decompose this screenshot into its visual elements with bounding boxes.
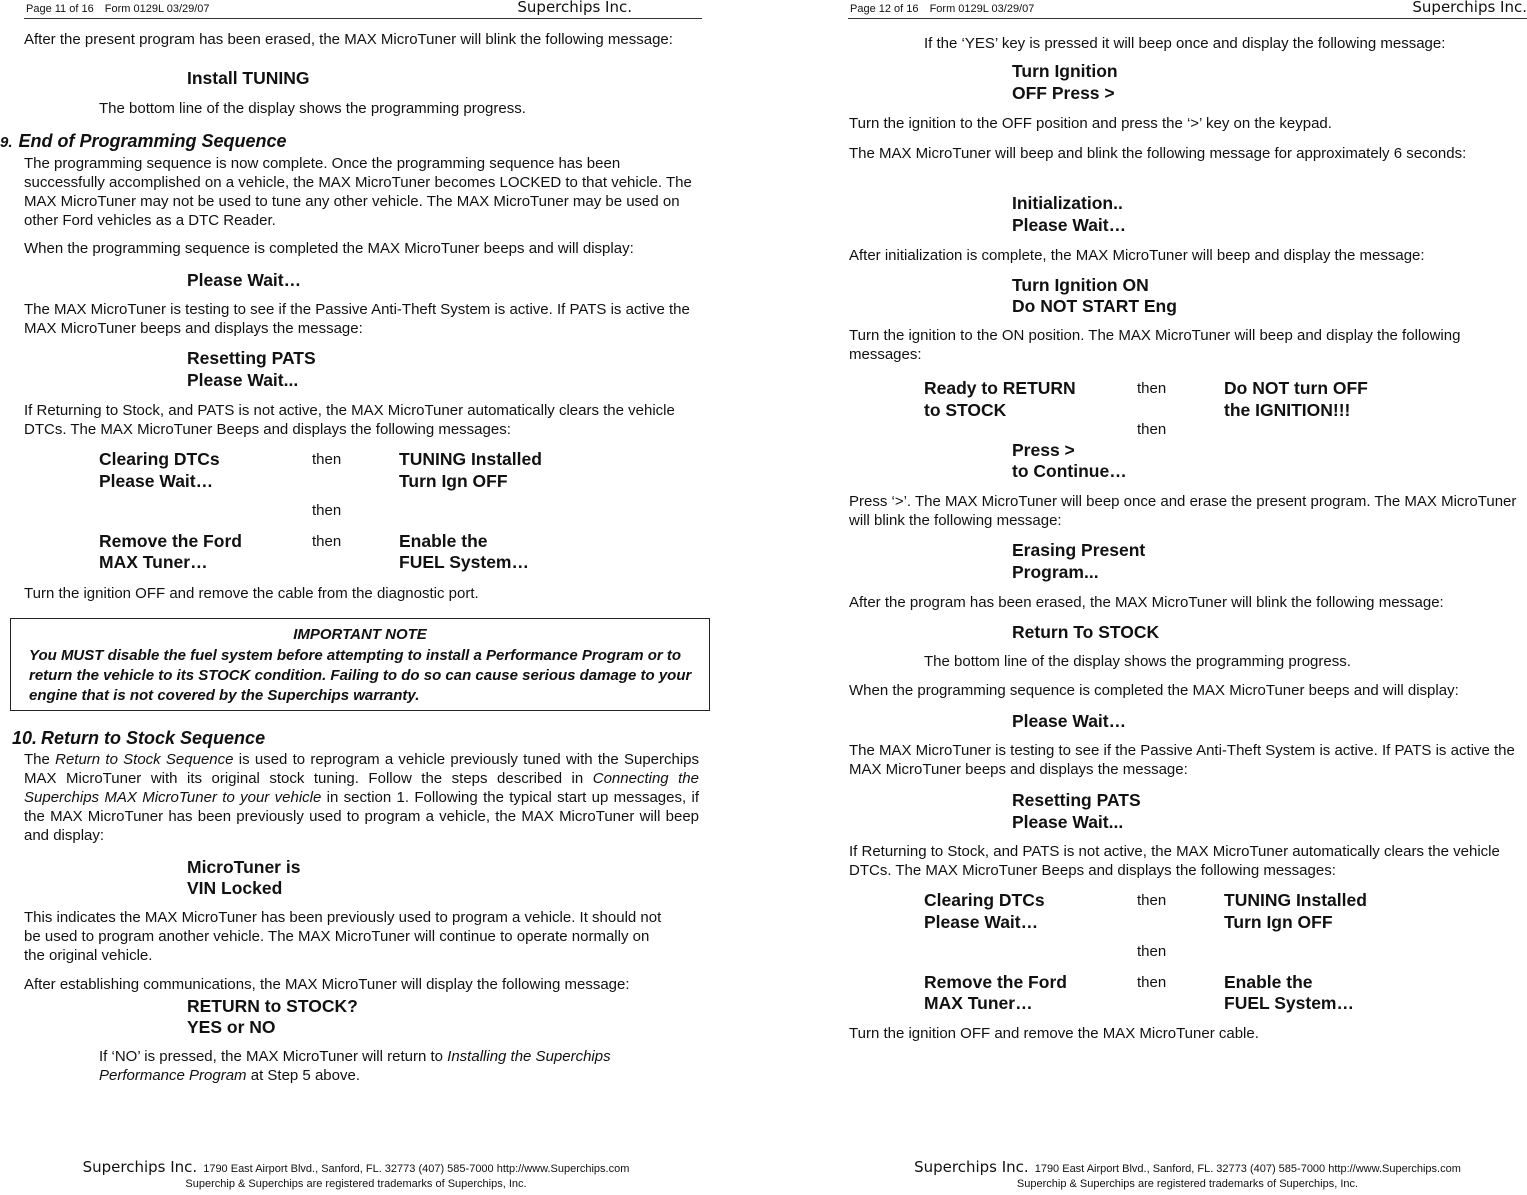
display-message: TUNING Installed [1224,890,1367,910]
display-message: Clearing DTCs [99,449,220,469]
paragraph: The bottom line of the display shows the programming progress. [99,100,526,117]
display-message: Please Wait… [1012,215,1127,235]
section-title: Return to Stock Sequence [41,728,266,748]
page-12 [848,0,1527,1195]
display-message: Remove the Ford [924,972,1067,992]
display-message: OFF Press > [1012,83,1115,103]
display-message: to Continue… [1012,461,1127,481]
then-label: then [1137,943,1167,960]
text-run: is used to reprogram a vehicle previously tuned with the Superchips MAX MicroTuner with its original stock tuning. Follow the steps described in [24,751,700,787]
then-label: then [1137,974,1167,991]
display-message: Ready to RETURN [924,378,1076,398]
paragraph: Press ‘>’. The MAX MicroTuner will beep once and erase the present program. The MAX MicroTuner will blink the following message: [849,493,1517,529]
paragraph: If Returning to Stock, and PATS is not active, the MAX MicroTuner automatically clears the vehicle DTCs. The MAX MicroTuner Beeps and displays the following messages: [849,843,1500,879]
footer-brand: Superchips Inc. [914,1158,1029,1176]
paragraph: When the programming sequence is completed the MAX MicroTuner beeps and will display: [849,682,1459,699]
form-number: Form 0129L 03/29/07 [929,3,1035,15]
section-number: 9. [0,134,13,151]
page-header [848,0,1527,19]
page-number: Page 11 of 16 [26,3,94,15]
section-number: 10. [12,728,38,748]
then-label: then [1137,892,1167,909]
page-number: Page 12 of 16 [850,3,919,15]
display-message: Program... [1012,562,1099,582]
paragraph: Turn the ignition to the OFF position and press the ‘>’ key on the keypad. [849,115,1332,132]
display-message: FUEL System… [1224,993,1354,1013]
page-11 [0,0,712,1195]
then-label: then [1137,421,1167,438]
display-message: the IGNITION!!! [1224,400,1351,420]
display-message: Resetting PATS [187,348,316,368]
text-run-italic: Connecting the Superchips MAX MicroTuner to your vehicle [24,770,699,806]
display-message: Please Wait… [1012,711,1127,731]
display-message: Erasing Present [1012,540,1146,560]
display-message: Please Wait… [924,912,1039,932]
display-message: Resetting PATS [1012,790,1141,810]
paragraph: This indicates the MAX MicroTuner has been previously used to program a vehicle. It should not be used to program another vehicle. The MAX MicroTuner will continue to operate normally on the original vehicle. [24,909,662,964]
text-run-italic: Return to Stock Sequence [55,751,234,768]
display-message: Do NOT turn OFF [1224,378,1368,398]
paragraph: If Returning to Stock, and PATS is not active, the MAX MicroTuner automatically clears the vehicle DTCs. The MAX MicroTuner Beeps and displays the following messages: [24,402,675,438]
display-message: Clearing DTCs [924,890,1045,910]
display-message: to STOCK [924,400,1007,420]
display-message: RETURN to STOCK? [187,996,358,1016]
paragraph: After establishing communications, the MAX MicroTuner will display the following message: [24,976,630,993]
display-message: Return To STOCK [1012,622,1160,642]
footer-trademark: Superchip & Superchips are registered trademarks of Superchips, Inc. [1016,1178,1359,1190]
paragraph: Turn the ignition OFF and remove the cable from the diagnostic port. [24,585,479,602]
display-message: TUNING Installed [399,449,542,469]
display-message: Enable the [1224,972,1313,992]
paragraph [99,1047,689,1085]
form-number: Form 0129L 03/29/07 [104,3,210,15]
footer-address: 1790 East Airport Blvd., Sanford, FL. 32773 (407) 585-7000 http://www.Superchips.com [1034,1163,1461,1175]
display-message: MAX Tuner… [924,993,1033,1013]
paragraph: Turn the ignition OFF and remove the MAX MicroTuner cable. [849,1025,1259,1042]
footer-address: 1790 East Airport Blvd., Sanford, FL. 32773 (407) 585-7000 http://www.Superchips.com [203,1163,630,1175]
paragraph: The MAX MicroTuner will beep and blink the following message for approximately 6 seconds: [849,145,1467,162]
text-run: in section 1. Following the typical start up messages, if the MAX MicroTuner has been previously used to program a vehicle, the MAX MicroTuner will beep and display: [24,789,699,844]
paragraph: After the present program has been erased, the MAX MicroTuner will blink the following message: [24,31,673,48]
then-label: then [312,502,342,519]
display-message: Install TUNING [187,68,310,88]
text-run: If ‘NO’ is pressed, the MAX MicroTuner will return to [99,1048,443,1065]
text-run: The [24,751,50,768]
display-message: Please Wait... [187,370,299,390]
paragraph: The MAX MicroTuner is testing to see if the Passive Anti-Theft System is active. If PATS is active the MAX MicroTuner beeps and displays the message: [849,742,1515,778]
paragraph: Turn the ignition to the ON position. The MAX MicroTuner will beep and display the following messages: [849,327,1461,363]
section-heading [0,131,287,152]
page-meta [26,3,218,15]
important-note-box [10,618,710,711]
paragraph: When the programming sequence is completed the MAX MicroTuner beeps and will display: [24,240,634,257]
page-footer [0,1160,712,1192]
display-message: MicroTuner is [187,857,301,877]
paragraph: After initialization is complete, the MAX MicroTuner will beep and display the message: [849,247,1425,264]
display-message: Press > [1012,440,1075,460]
display-message: Enable the [399,531,488,551]
then-label: then [312,451,342,468]
then-label: then [312,533,342,550]
section-heading [12,728,265,749]
paragraph: If the ‘YES’ key is pressed it will beep once and display the following message: [924,35,1446,52]
header-brand: Superchips Inc. [1412,0,1527,16]
display-message: VIN Locked [187,878,283,898]
section-title: End of Programming Sequence [18,131,287,151]
display-message: Please Wait… [187,270,302,290]
note-title: IMPORTANT NOTE [293,626,427,643]
display-message: Turn Ign OFF [399,471,508,491]
display-message: Do NOT START Eng [1012,296,1177,316]
paragraph: The programming sequence is now complete. Once the programming sequence has been successfully accomplished on a vehicle, the MAX MicroTuner becomes LOCKED to that vehicle. The MAX MicroTuner may not be used to tune any other vehicle. The MAX MicroTuner may be used on other Ford vehicles as a DTC Reader. [24,155,692,229]
paragraph: After the program has been erased, the MAX MicroTuner will blink the following message: [849,594,1444,611]
paragraph [24,750,699,845]
header-brand: Superchips Inc. [517,0,632,16]
paragraph: The MAX MicroTuner is testing to see if the Passive Anti-Theft System is active. If PATS is active the MAX MicroTuner beeps and displays the message: [24,301,690,337]
page-meta [850,3,1042,15]
text-run-italic: Installing the Superchips Performance Program [99,1048,611,1084]
note-body: You MUST disable the fuel system before attempting to install a Performance Program or to return the vehicle to its STOCK condition. Failing to do so can cause serious damage to your engine that is not covered by the Superchips warranty. [29,647,692,704]
page-footer [848,1160,1527,1192]
text-run: at Step 5 above. [250,1067,360,1084]
display-message: Please Wait… [99,471,214,491]
page-header [24,0,702,19]
display-message: Turn Ignition [1012,61,1118,81]
display-message: Remove the Ford [99,531,242,551]
display-message: Please Wait... [1012,812,1124,832]
display-message: Initialization.. [1012,193,1123,213]
footer-trademark: Superchip & Superchips are registered trademarks of Superchips, Inc. [185,1178,527,1190]
display-message: YES or NO [187,1017,276,1037]
display-message: MAX Tuner… [99,552,208,572]
then-label: then [1137,380,1167,397]
paragraph: The bottom line of the display shows the programming progress. [924,653,1351,670]
display-message: Turn Ign OFF [1224,912,1333,932]
footer-brand: Superchips Inc. [82,1158,198,1176]
display-message: FUEL System… [399,552,529,572]
display-message: Turn Ignition ON [1012,275,1149,295]
